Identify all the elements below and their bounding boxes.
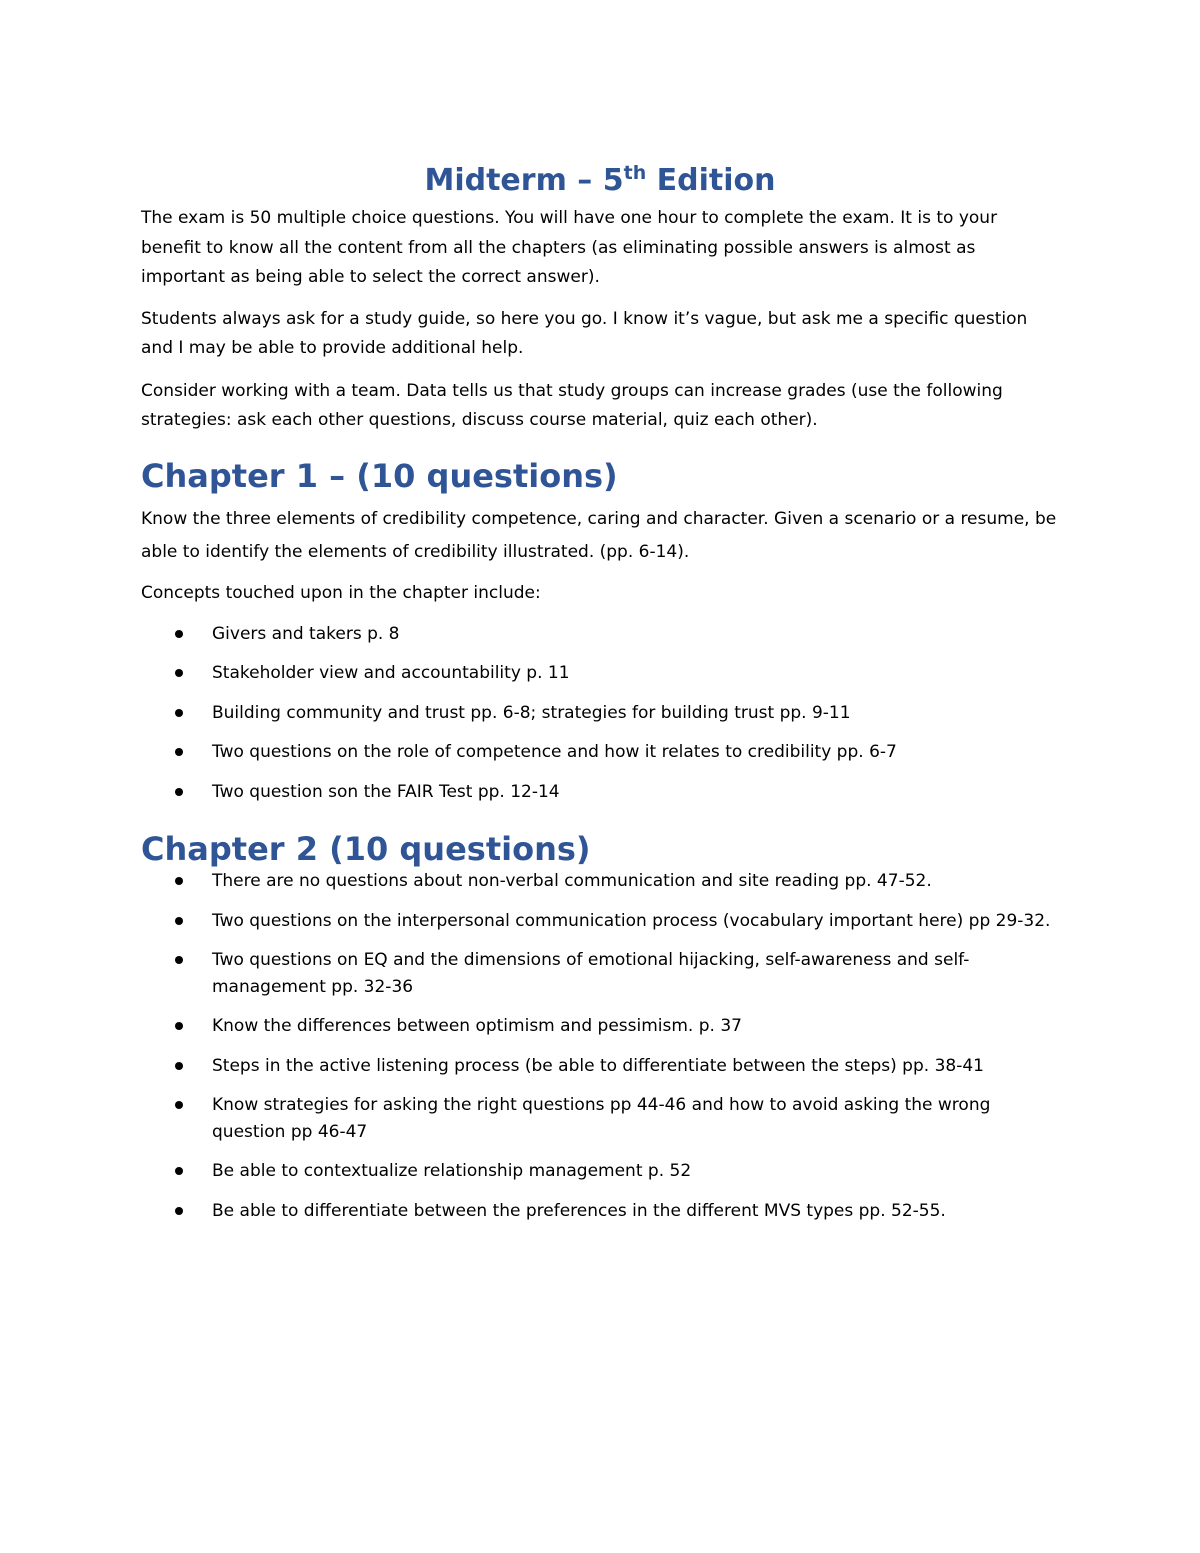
chapter-1-paragraph: Know the three elements of credibility competence, caring and character. Given a scenario or a resume, be able to identify the elements of credibility illustrated. (pp. 6-14). (141, 508, 1057, 562)
list-item-text: Building community and trust pp. 6-8; strategies for building trust pp. 9-11 (212, 702, 851, 723)
bullet-icon (175, 709, 183, 717)
bullet-icon (175, 877, 183, 885)
bullet-icon (175, 630, 183, 638)
list-item-text: Two question son the FAIR Test pp. 12-14 (212, 781, 560, 802)
intro-paragraph-team: Consider working with a team. Data tells us that study groups can increase grades (use the following strategies: ask each other questions, discuss course material, quiz each other). (141, 380, 1003, 430)
title-main: Midterm – 5 (424, 163, 624, 198)
list-item (141, 868, 1059, 895)
list-item-text: Two questions on the interpersonal communication process (vocabulary important here) pp 29-32. (212, 910, 1051, 931)
list-item (141, 1092, 1059, 1145)
list-item-text: Givers and takers p. 8 (212, 623, 400, 644)
chapter-2-heading: Chapter 2 (10 questions) (141, 830, 591, 868)
list-item (141, 1053, 1059, 1080)
bullet-icon (175, 917, 183, 925)
bullet-icon (175, 1022, 183, 1030)
list-item (141, 739, 1059, 766)
list-item-text: Stakeholder view and accountability p. 11 (212, 663, 570, 683)
bullet-icon (175, 669, 183, 677)
bullet-icon (175, 788, 183, 796)
list-item (141, 779, 1059, 806)
list-item-text: Steps in the active listening process (be able to differentiate between the steps) pp. 38-41 (212, 1055, 984, 1076)
list-item (141, 947, 1059, 1000)
list-item-text: Know strategies for asking the right questions pp 44-46 and how to avoid asking the wrong question pp 46-47 (212, 1095, 991, 1142)
list-item-text: Two questions on EQ and the dimensions of emotional hijacking, self-awareness and self-management pp. 32-36 (212, 950, 970, 997)
list-item (141, 1158, 1059, 1185)
list-item-text: There are no questions about non-verbal communication and site reading pp. 47-52. (212, 871, 932, 891)
document-page (141, 158, 1059, 1237)
list-item (141, 1198, 1059, 1225)
bullet-icon (175, 748, 183, 756)
intro-paragraph-exam: The exam is 50 multiple choice questions. You will have one hour to complete the exam. It is to your benefit to know all the content from all the chapters (as eliminating possible answers is almost as important as being able to select the correct answer). (141, 208, 998, 287)
bullet-icon (175, 1062, 183, 1070)
title-tail: Edition (646, 163, 776, 198)
chapter-1-concepts-intro: Concepts touched upon in the chapter include: (141, 582, 541, 603)
list-item (141, 660, 1059, 687)
chapter-1-heading: Chapter 1 – (10 questions) (141, 456, 618, 495)
chapter-1-bullet-list (141, 621, 1059, 806)
intro-paragraph-study-guide: Students always ask for a study guide, so here you go. I know it’s vague, but ask me a specific question and I may be able to provide additional help. (141, 308, 1028, 358)
title-superscript: th (623, 162, 647, 184)
document-title (141, 158, 1059, 204)
bullet-icon (175, 1167, 183, 1175)
chapter-2-bullet-list (141, 868, 1059, 1224)
list-item-text: Be able to contextualize relationship management p. 52 (212, 1161, 692, 1181)
list-item-text: Be able to differentiate between the preferences in the different MVS types pp. 52-55. (212, 1200, 946, 1221)
list-item (141, 1013, 1059, 1040)
list-item (141, 621, 1059, 648)
list-item-text: Two questions on the role of competence and how it relates to credibility pp. 6-7 (212, 742, 897, 762)
list-item (141, 908, 1059, 935)
bullet-icon (175, 1207, 183, 1215)
bullet-icon (175, 956, 183, 964)
list-item-text: Know the differences between optimism and pessimism. p. 37 (212, 1016, 742, 1036)
list-item (141, 700, 1059, 727)
bullet-icon (175, 1101, 183, 1109)
